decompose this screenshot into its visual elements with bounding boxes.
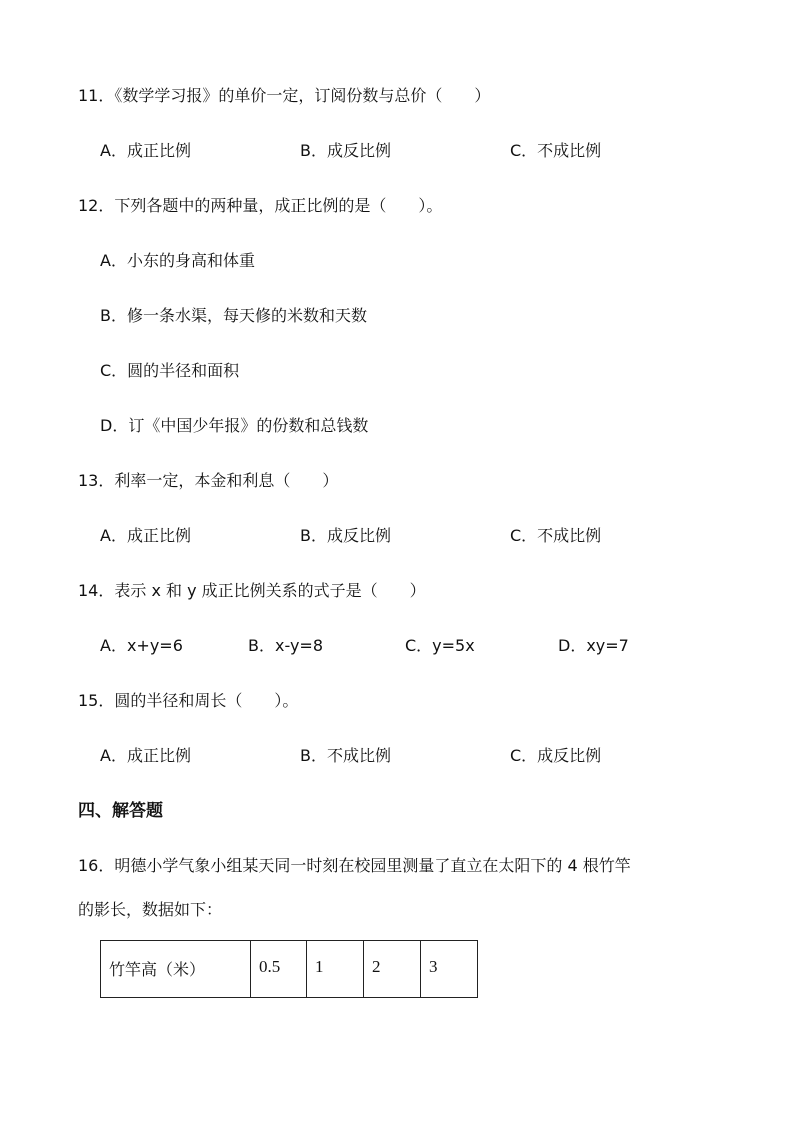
table-cell: 3 bbox=[421, 941, 478, 998]
q14-option-d: D．xy=7 bbox=[558, 636, 629, 655]
table-cell: 2 bbox=[364, 941, 421, 998]
q15-option-b: B．不成比例 bbox=[300, 746, 391, 765]
q11-option-a: A．成正比例 bbox=[100, 141, 191, 160]
q12-stem: 12．下列各题中的两种量，成正比例的是（ ）。 bbox=[78, 196, 443, 215]
section-heading: 四、解答题 bbox=[78, 801, 163, 821]
table-cell: 1 bbox=[307, 941, 364, 998]
table-row bbox=[101, 941, 478, 998]
q12-option-a: A．小东的身高和体重 bbox=[100, 251, 255, 270]
q13-option-a: A．成正比例 bbox=[100, 526, 191, 545]
q13-stem: 13．利率一定，本金和利息（ ） bbox=[78, 471, 339, 490]
q16-stem-line2: 的影长，数据如下： bbox=[78, 900, 223, 919]
q14-stem: 14．表示 x 和 y 成正比例关系的式子是（ ） bbox=[78, 581, 426, 600]
bamboo-height-table bbox=[100, 940, 478, 998]
q15-stem: 15．圆的半径和周长（ ）。 bbox=[78, 691, 299, 710]
q12-option-d: D．订《中国少年报》的份数和总钱数 bbox=[100, 416, 369, 435]
q11-option-b: B．成反比例 bbox=[300, 141, 391, 160]
q14-option-a: A．x+y=6 bbox=[100, 636, 183, 655]
table-cell: 0.5 bbox=[251, 941, 307, 998]
q13-option-c: C．不成比例 bbox=[510, 526, 602, 545]
q12-option-b: B．修一条水渠，每天修的米数和天数 bbox=[100, 306, 367, 325]
q15-option-a: A．成正比例 bbox=[100, 746, 191, 765]
q11-option-c: C．不成比例 bbox=[510, 141, 602, 160]
q12-option-c: C．圆的半径和面积 bbox=[100, 361, 240, 380]
q14-option-c: C．y=5x bbox=[405, 636, 475, 655]
table-header-cell: 竹竿高（米） bbox=[101, 941, 251, 998]
q14-option-b: B．x-y=8 bbox=[248, 636, 323, 655]
q11-stem: 11．《数学学习报》的单价一定，订阅份数与总价（ ） bbox=[78, 86, 491, 105]
q15-option-c: C．成反比例 bbox=[510, 746, 602, 765]
q13-option-b: B．成反比例 bbox=[300, 526, 391, 545]
q16-stem-line1: 16．明德小学气象小组某天同一时刻在校园里测量了直立在太阳下的 4 根竹竿 bbox=[78, 856, 631, 875]
